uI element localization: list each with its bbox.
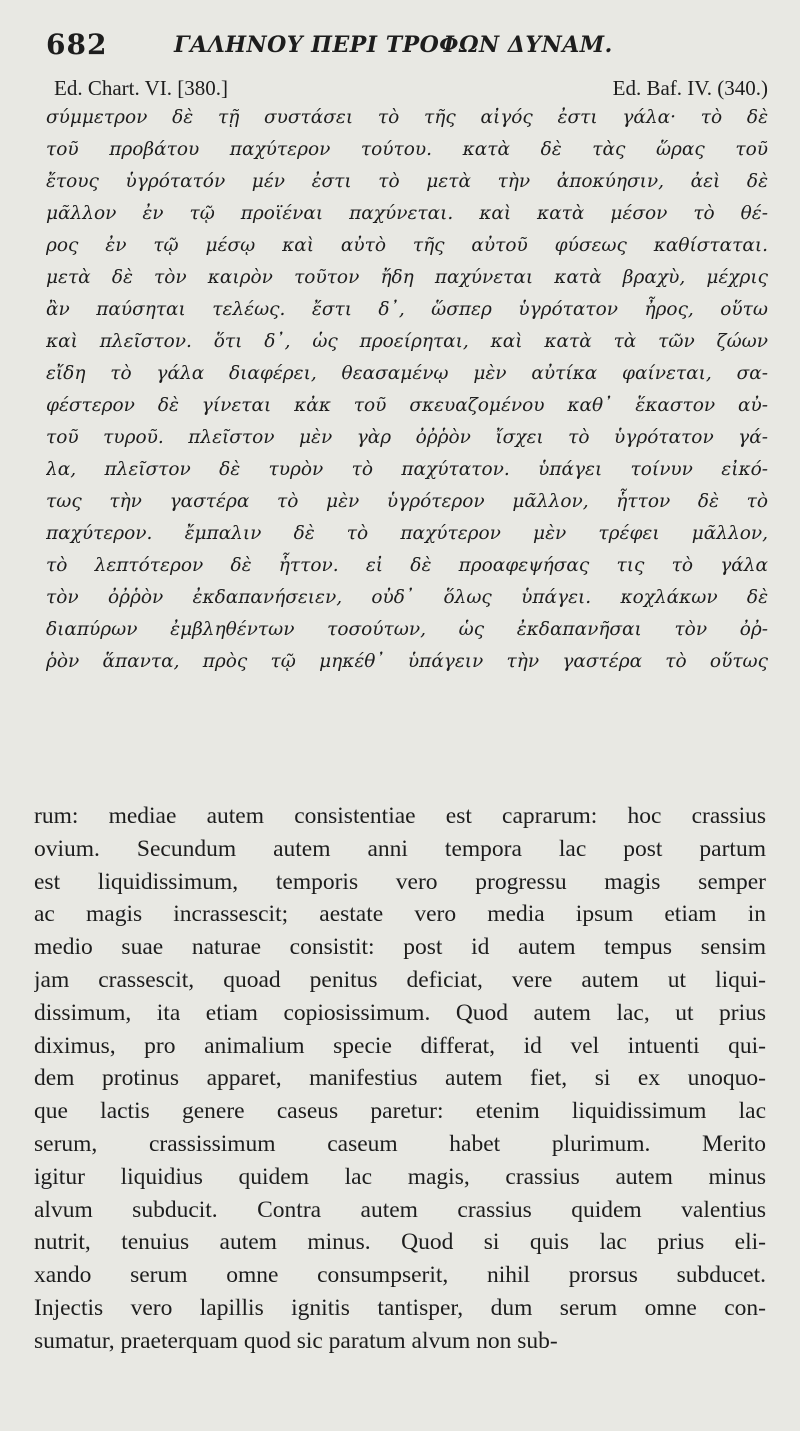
greek-text-line: τοῦ τυροῦ. πλεῖστον μὲν γὰρ ὀῤῥὸν ἴσχει τὸ ὑγρότατον γά- xyxy=(46,427,768,448)
greek-text-line: φέστερον δὲ γίνεται κἀκ τοῦ σκευαζομένου καθ᾿ ἕκαστον αὐ- xyxy=(46,395,768,416)
latin-translation-block xyxy=(34,800,766,1358)
latin-text-line: que lactis genere caseus paretur: etenim liquidissimum lac xyxy=(34,1098,766,1125)
page-header xyxy=(46,28,766,62)
latin-text-line: dissimum, ita etiam copiosissimum. Quod autem lac, ut prius xyxy=(34,999,766,1026)
latin-text-line: sumatur, praeterquam quod sic paratum alvum non sub- xyxy=(34,1327,558,1354)
greek-text-line: τως τὴν γαστέρα τὸ μὲν ὑγρότερον μᾶλλον, ἧττον δὲ τὸ xyxy=(46,491,768,512)
page-number: 682 xyxy=(46,28,108,61)
latin-text-line: jam crassescit, quoad penitus deficiat, vere autem ut liqui- xyxy=(34,966,766,993)
latin-text-line: serum, crassissimum caseum habet plurimum. Merito xyxy=(34,1130,766,1157)
greek-text-line: ἂν παύσηται τελέως. ἔστι δ᾿, ὥσπερ ὑγρότατον ἦρος, οὕτω xyxy=(46,299,768,320)
greek-text-line: ρος ἐν τῷ μέσῳ καὶ αὐτὸ τῆς αὐτοῦ φύσεως καθίσταται. xyxy=(46,235,768,256)
latin-text-line: diximus, pro animalium specie differat, id vel intuenti qui- xyxy=(34,1032,766,1059)
greek-text-line: ἔτους ὑγρότατόν μέν ἐστι τὸ μετὰ τὴν ἀποκύησιν, ἀεὶ δὲ xyxy=(46,171,768,192)
edition-reference-row xyxy=(54,73,768,103)
greek-text-line: σύμμετρον δὲ τῇ συστάσει τὸ τῆς αἰγός ἐστι γάλα· τὸ δὲ xyxy=(46,107,768,128)
latin-text-line: dem protinus apparet, manifestius autem fiet, si ex unoquo- xyxy=(34,1065,766,1092)
greek-text-block xyxy=(46,102,768,678)
greek-text-line: μετὰ δὲ τὸν καιρὸν τοῦτον ἤδη παχύνεται κατὰ βραχὺ, μέχρις xyxy=(46,267,768,288)
greek-text-line: μᾶλλον ἐν τῷ προϊέναι παχύνεται. καὶ κατὰ μέσον τὸ θέ- xyxy=(46,203,768,224)
chartier-edition-reference: Ed. Chart. VI. [380.] xyxy=(54,76,228,100)
greek-text-line: διαπύρων ἐμβληθέντων τοσούτων, ὡς ἐκδαπανῆσαι τὸν ὀῤ- xyxy=(46,619,768,640)
basel-edition-reference: Ed. Baf. IV. (340.) xyxy=(612,76,768,100)
running-title: ΓΑΛΗΝΟΥ ΠΕΡΙ ΤΡΟΦΩΝ ΔΥΝΑΜ. xyxy=(174,32,613,58)
latin-text-line: rum: mediae autem consistentiae est caprarum: hoc crassius xyxy=(34,803,766,829)
greek-text-line: εἴδη τὸ γάλα διαφέρει, θεασαμένῳ μὲν αὐτίκα φαίνεται, σα- xyxy=(46,363,768,384)
latin-text-line: Injectis vero lapillis ignitis tantisper, dum serum omne con- xyxy=(34,1294,766,1321)
latin-text-line: medio suae naturae consistit: post id autem tempus sensim xyxy=(34,934,766,961)
greek-text-line: καὶ πλεῖστον. ὅτι δ᾿, ὡς προείρηται, καὶ κατὰ τὰ τῶν ζώων xyxy=(46,331,768,352)
latin-text-line: igitur liquidius quidem lac magis, crassius autem minus xyxy=(34,1163,766,1190)
latin-text-line: ac magis incrassescit; aestate vero media ipsum etiam in xyxy=(34,901,766,928)
latin-text-line: est liquidissimum, temporis vero progressu magis semper xyxy=(34,868,766,895)
greek-text-line: τὸ λεπτότερον δὲ ἧττον. εἰ δὲ προαφεψήσας τις τὸ γάλα xyxy=(46,555,768,576)
greek-text-line: ῥὸν ἅπαντα, πρὸς τῷ μηκέθ᾿ ὑπάγειν τὴν γαστέρα τὸ οὕτως xyxy=(46,651,768,672)
greek-text-line: παχύτερον. ἔμπαλιν δὲ τὸ παχύτερον μὲν τρέφει μᾶλλον, xyxy=(46,523,768,544)
greek-text-line: τὸν ὀῤῥὸν ἐκδαπανήσειεν, οὐδ᾿ ὅλως ὑπάγει. κοχλάκων δὲ xyxy=(46,587,768,608)
greek-text-line: τοῦ προβάτου παχύτερον τούτου. κατὰ δὲ τὰς ὥρας τοῦ xyxy=(46,139,768,160)
greek-text-line: λα, πλεῖστον δὲ τυρὸν τὸ παχύτατον. ὑπάγει τοίνυν εἰκό- xyxy=(46,459,768,480)
latin-text-line: xando serum omne consumpserit, nihil prorsus subducet. xyxy=(34,1262,766,1289)
latin-text-line: alvum subducit. Contra autem crassius quidem valentius xyxy=(34,1196,766,1223)
latin-text-line: nutrit, tenuius autem minus. Quod si quis lac prius eli- xyxy=(34,1229,766,1256)
latin-text-line: ovium. Secundum autem anni tempora lac post partum xyxy=(34,835,766,862)
